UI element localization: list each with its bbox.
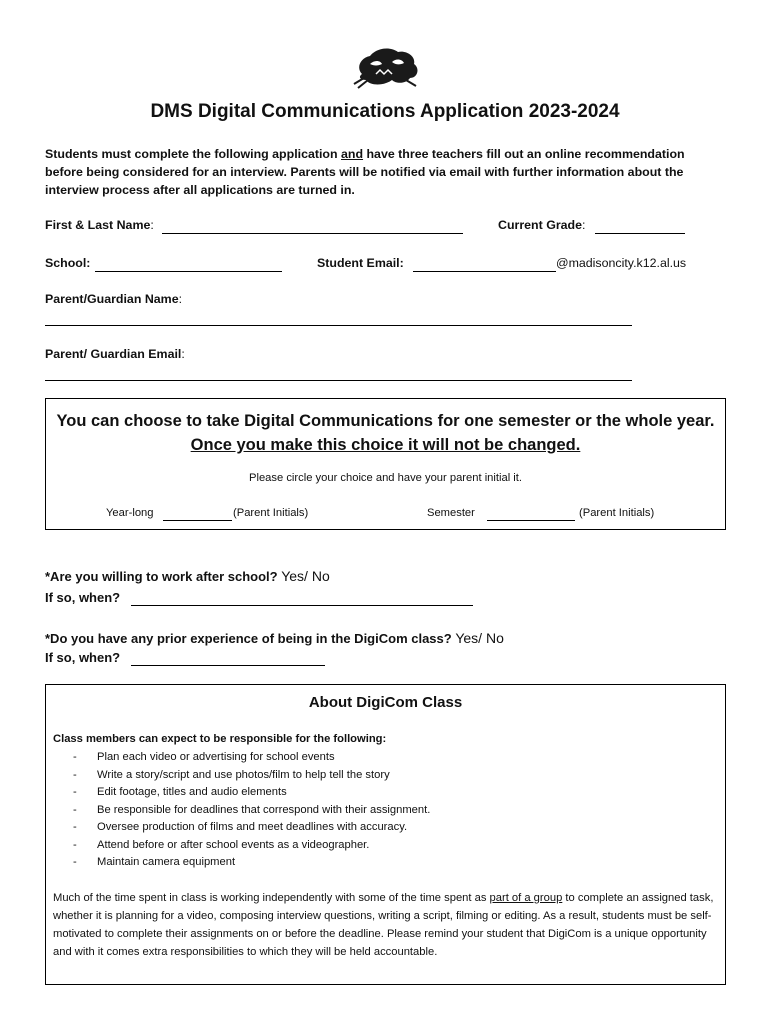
parent-name-field[interactable] [45, 325, 632, 326]
list-item: - Be responsible for deadlines that correspond with their assignment. [73, 803, 431, 816]
list-item: - Write a story/script and use photos/film to help tell the story [73, 768, 390, 781]
student-email-label: Student Email: [317, 256, 404, 270]
question-1-followup-label: If so, when? [45, 590, 121, 605]
about-paragraph: Much of the time spent in class is working independently with some of the time spent as part of a group to complete an assigned task, whether it is planning for a video, composing interview questions, writing a script, filming or editing. As a result, students must be self-motivated to complete their assignments on or before the deadline. Please remind your student that DigiCom is a unique opportunity and with it comes extra responsibilities to which they will be held accountable. [53, 892, 714, 958]
choice-instruction: Please circle your choice and have your parent initial it. [249, 472, 522, 484]
about-box-heading: About DigiCom Class [308, 694, 463, 711]
name-label: First & Last Name: [45, 218, 154, 232]
yearlong-initials-field[interactable] [163, 520, 232, 521]
question-2-followup-field[interactable] [131, 665, 325, 666]
list-item: - Plan each video or advertising for school events [73, 751, 335, 763]
page-title: DMS Digital Communications Application 2023-2024 [150, 101, 620, 122]
responsibilities-list [53, 749, 430, 872]
question-1-followup-field[interactable] [131, 605, 473, 606]
semester-option-label: Semester [427, 507, 475, 519]
responsibilities-heading: Class members can expect to be responsible for the following: [53, 733, 387, 745]
parent-name-label: Parent/Guardian Name: [45, 292, 183, 306]
yearlong-initials-label: (Parent Initials) [233, 507, 309, 519]
parent-email-label: Parent/ Guardian Email: [45, 347, 185, 361]
list-item: - Maintain camera equipment [73, 856, 236, 868]
school-field[interactable] [95, 271, 282, 272]
list-item: - Edit footage, titles and audio elements [73, 786, 287, 798]
question-prior-experience: *Do you have any prior experience of being in the DigiCom class? Yes/ No [45, 630, 504, 646]
wildcat-mascot-logo-icon [348, 44, 422, 92]
semester-initials-label: (Parent Initials) [579, 507, 655, 519]
grade-field[interactable] [595, 233, 685, 234]
student-email-field[interactable] [413, 271, 556, 272]
question-2-followup-label: If so, when? [45, 650, 121, 665]
name-field[interactable] [162, 233, 463, 234]
semester-initials-field[interactable] [487, 520, 575, 521]
list-item: - Attend before or after school events as a videographer. [73, 838, 370, 851]
parent-email-field[interactable] [45, 380, 632, 381]
school-label: School: [45, 256, 91, 270]
question-work-after-school: *Are you willing to work after school? Yes/ No [45, 568, 330, 584]
grade-label: Current Grade: [498, 218, 586, 232]
choice-box-heading: You can choose to take Digital Communications for one semester or the whole year. Once you make this choice it will not be changed. [56, 412, 715, 454]
list-item: - Oversee production of films and meet deadlines with accuracy. [73, 821, 408, 833]
yearlong-option-label: Year-long [106, 507, 154, 519]
intro-text: Students must complete the following application and have three teachers fill out an online recommendation before being considered for an interview. Parents will be notified via email with further information about the interview process after all applications are turned in. [45, 147, 685, 197]
email-domain: @madisoncity.k12.al.us [556, 256, 687, 270]
